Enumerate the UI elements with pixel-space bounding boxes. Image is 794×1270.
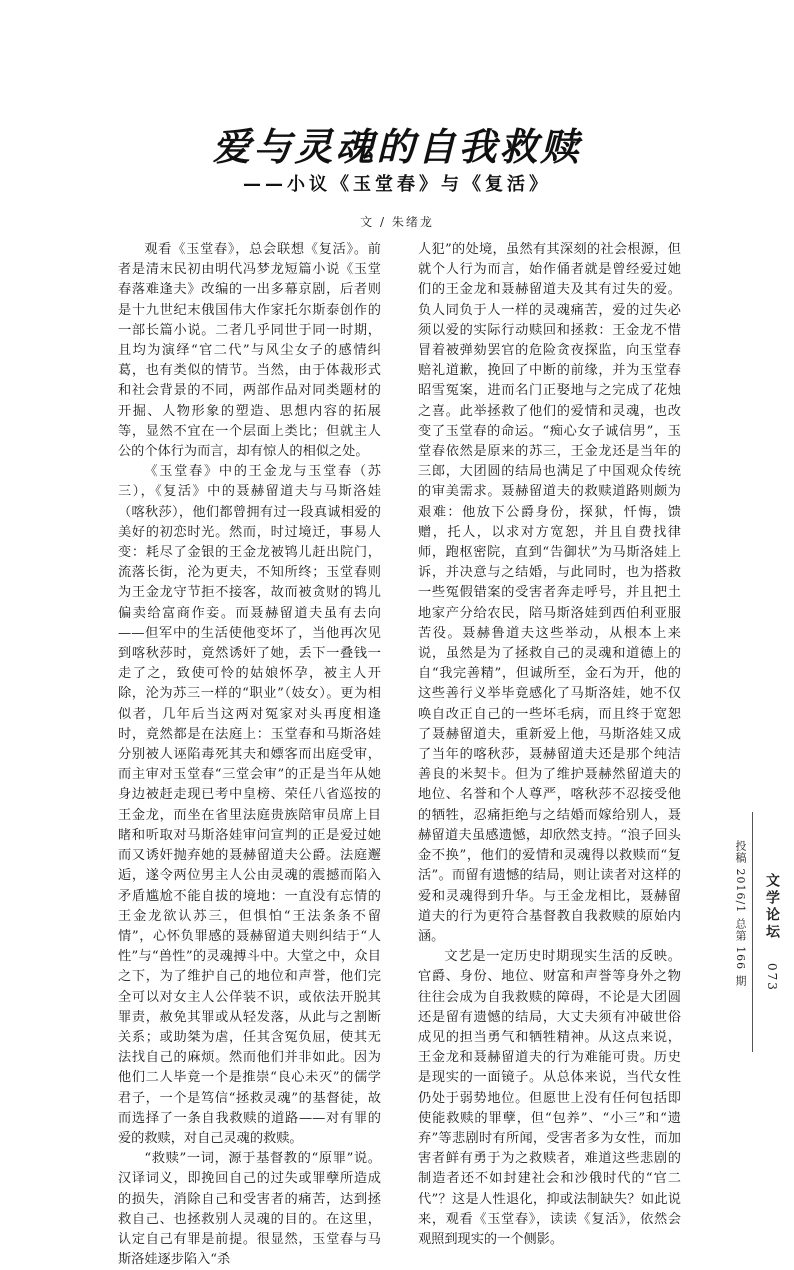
article-author: 文 / 朱绪龙 [360,215,434,229]
article-subtitle: ——小议《玉堂春》与《复活》 [243,174,551,195]
paragraph: 观看《玉堂春》，总会联想《复活》。前者是清末民初由明代冯梦龙短篇小说《玉堂春落难逢夫》改编的一出多幕京剧，后者则是十九世纪末俄国伟大作家托尔斯泰创作的一部长篇小说。二者几乎同世于同一时期，且均为演绎“官二代”与风尘女子的感情纠葛，也有类似的情节。当然，由于体裁形式和社会背景的不同，两部作品对同类题材的开掘、人物形象的塑造、思想内容的拓展等，显然不宜在一个层面上类比；但就主人公的个体行为而言，却有惊人的相似之处。 [118,242,381,460]
paragraph: 文艺是一定历史时期现实生活的反映。官爵、身份、地位、财富和声誉等身外之物往往会成为自我救赎的障碍，不论是大团圆还是留有遗憾的结局，大丈夫须有冲破世俗成见的担当勇气和牺牲精神。从这点来说，王金龙和聂赫留道夫的行为难能可贵。历史是现实的一面镜子。从总体来说，当代女性仍处于弱势地位。但愿世上没有任何包括即使能救赎的罪孽，但“包养”、“小三”和“遗弃”等悲剧时有所闻，受害者多为女性，而加害者鲜有勇于为之救赎者，难道这些悲剧的制造者还不如封建社会和沙俄时代的“官二代”？这是人性退化，抑或法制缺失？如此说来，观看《玉堂春》，读读《复活》，依然会观照到现实的一个侧影。 [418,949,681,1247]
paragraph: 人犯”的处境，虽然有其深刻的社会根源，但就个人行为而言，始作俑者就是曾经爱过她们的王金龙和聂赫留道夫及其有过失的爱。负人同负于人一样的灵魂痛苦，爱的过失必须以爱的实际行动赎回和拯救：王金龙不惜冒着被弹劾罢官的危险贪夜探监，向玉堂春赔礼道歉，挽回了中断的前缘，并为玉堂春昭雪冤案，进而名门正娶地与之完成了花烛之喜。此举拯救了他们的爱情和灵魂，也改变了玉堂春的命运。“痴心女子诚信男”，玉堂春依然是原来的苏三，王金龙还是当年的三郎，大团圆的结局也满足了中国观众传统的审美需求。聂赫留道夫的救赎道路则颇为艰难：他放下公爵身份，探狱，忏悔，馈赠，托人，以求对方宽恕，并且自费找律师，跑枢密院，直到“告御状”为马斯洛娃上诉，并决意与之结婚，与此同时，也为搭救一些冤假错案的受害者奔走呼号，并且把土地家产分给农民，陪马斯洛娃到西伯利亚服苦役。聂赫鲁道夫这些举动，从根本上来说，虽然是为了拯救自己的灵魂和道德上的自“我完善精”，但诚所至，金石为开，他的这些善行义举毕竟感化了马斯洛娃，她不仅唤自改正自己的一些坏毛病，而且终于宽恕了聂赫留道夫，重新爱上他，马斯洛娃又成了当年的喀秋莎，聂赫留道夫还是那个纯洁善良的米契卡。但为了维护聂赫然留道夫的地位、名誉和个人尊严，喀秋莎不忍接受他的牺牲，忍痛拒绝与之结婚而嫁给别人，聂赫留道夫虽感遗憾，却欣然支持。“浪子回头金不换”，他们的爱情和灵魂得以救赎而“复活”。而留有遗憾的结局，则让读者对这样的爱和灵魂得到升华。与王金龙相比，聂赫留道夫的行为更符合基督教自我救赎的原始内涵。 [418,242,681,944]
article-title: 爱与灵魂的自我救赎 [212,125,582,169]
page-number: 073 [765,962,779,992]
journal-issue-info: 投稿 2016/1 总第 166 期 [734,840,747,987]
paragraph: 《玉堂春》中的王金龙与玉堂春（苏三），《复活》中的聂赫留道夫与马斯洛娃（喀秋莎），他们都曾拥有过一段真诚相爱的美好的初恋时光。然而，时过境迁，事易人变：耗尽了金银的王金龙被鸨儿赶出院门，流落长街，沦为更夫，不知所终；玉堂春则为王金龙守节拒不接客，故而被贪财的鸨儿偏卖给富商作妾。而聂赫留道夫虽有去向——但军中的生活使他变坏了，当他再次见到喀秋莎时，竟然诱奸了她，丢下一叠钱一走了之，致使可怜的姑娘怀孕，被主人开除，沦为苏三一样的“职业”（妓女）。更为相似者，几年后当这两对冤家对头再度相逢时，竟然都是在法庭上：玉堂春和马斯洛娃分别被人诬陷毒死其夫和嫖客而出庭受审，而主审对玉堂春“三堂会审”的正是当年从她身边被赶走现已考中皇榜、荣任八省巡按的王金龙，而坐在省里法庭贵族陪审员席上目睹和听取对马斯洛娃审问宣判的正是爱过她而又诱奸抛弃她的聂赫留道夫公爵。法庭邂逅，遂令两位男主人公由灵魂的震撼而陷入矛盾尴尬不能自拔的境地：一直没有忘情的王金龙欲认苏三，但惧怕“王法条条不留情”，心怀负罪感的聂赫留道夫则纠结于“人性”与“兽性”的灵魂搏斗中。大堂之中，众目之下，为了维护自己的地位和声誉，他们完全可以对女主人公佯装不识，或依法开脱其罪责，赦免其罪或从轻发落，从此与之割断关系；或助桀为虐，任其含冤负屈，使其无法找自己的麻烦。然而他们并非如此。因为他们二人毕竟一个是推崇“良心未灭”的儒学君子，一个是笃信“拯救灵魂”的基督徒，故而选择了一条自我救赎的道路——对有罪的爱的救赎，对自己灵魂的救赎。 [118,464,381,1146]
right-column [418,240,681,1250]
magazine-section-name: 文学论坛 [764,872,780,941]
paragraph: “救赎”一词，源于基督教的“原罪”说。汉译词义，即挽回自己的过失或罪孽所造成的损失，消除自己和受害者的痛苦，达到拯救自己、也拯救别人灵魂的目的。在这里，认定自己有罪是前提。很显然，玉堂春与马斯洛娃逐步陷入“杀 [118,1151,381,1268]
left-column [118,240,381,1270]
section-sidebar [752,812,791,1052]
